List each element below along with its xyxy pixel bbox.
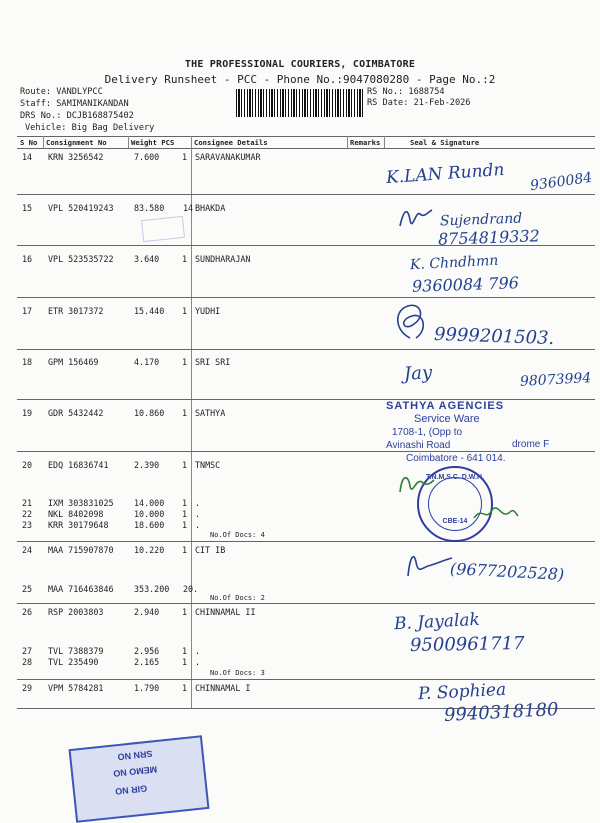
stamp-line: Coimbatore - 641 014. <box>406 453 506 464</box>
col-header-consignment: Consignment No <box>46 138 107 147</box>
col-header-sno: S No <box>20 138 38 147</box>
row-separator <box>17 194 595 195</box>
rs-number: RS No.: 1688754 <box>367 87 445 97</box>
row-weight: 2.165 <box>134 657 160 667</box>
row-consignment-no: GDR 5432442 <box>48 408 104 418</box>
row-consignee: . <box>195 520 201 530</box>
stamp-line: T.N.M.S.C. D.W.H. <box>426 474 484 481</box>
row-sno: 18 <box>22 357 33 367</box>
route-label: Route: VANDLYPCC <box>20 87 103 97</box>
col-divider <box>128 136 129 148</box>
row-pcs: 1 <box>182 646 188 656</box>
signature-mark <box>472 500 520 526</box>
barcode <box>236 89 364 117</box>
row-consignment-no: NKL 8402098 <box>48 509 104 519</box>
row-pcs: 1 <box>182 498 188 508</box>
faint-stamp <box>141 216 185 242</box>
row-pcs: 1 <box>182 509 188 519</box>
stamp-line: 1708-1, (Opp to <box>392 427 463 438</box>
row-consignee: SATHYA <box>195 408 226 418</box>
row-consignee: YUDHI <box>195 306 221 316</box>
company-title: THE PROFESSIONAL COURIERS, COIMBATORE <box>184 59 416 70</box>
row-weight: 10.860 <box>134 408 165 418</box>
row-weight: 10.000 <box>134 509 165 519</box>
docs-count: No.Of Docs: 2 <box>210 594 265 602</box>
row-consignment-no: VPM 5784281 <box>48 683 104 693</box>
handwritten-name: P. Sophiea <box>417 679 507 705</box>
row-consignment-no: EDQ 16836741 <box>48 460 109 470</box>
handwritten-name: B. Jayalak <box>393 609 481 635</box>
row-consignment-no: TVL 7388379 <box>48 646 104 656</box>
col-divider <box>43 136 44 148</box>
row-consignment-no: RSP 2003803 <box>48 607 104 617</box>
row-weight: 10.220 <box>134 545 165 555</box>
row-sno: 29 <box>22 683 33 693</box>
row-sno: 22 <box>22 509 33 519</box>
gir-memo-stamp <box>68 735 209 823</box>
row-weight: 83.580 <box>134 203 165 213</box>
row-weight: 353.200 <box>134 584 170 594</box>
handwritten-name: K. Chndhmn <box>409 252 499 274</box>
col-header-consignee: Consignee Details <box>194 138 268 147</box>
col-header-weight-pcs: Weight PCS <box>131 138 175 147</box>
table-top-border <box>17 136 595 137</box>
row-weight: 14.000 <box>134 498 165 508</box>
stamp-line: SATHYA AGENCIES <box>386 400 505 412</box>
row-sno: 26 <box>22 607 33 617</box>
row-consignment-no: MAA 716463846 <box>48 584 114 594</box>
stamp-line: Service Ware <box>414 413 480 425</box>
handwritten-phone: 9999201503. <box>433 323 555 350</box>
row-sno: 14 <box>22 152 33 162</box>
row-pcs: 1 <box>182 520 188 530</box>
row-pcs: 1 <box>182 254 188 264</box>
row-consignment-no: IXM 303831025 <box>48 498 114 508</box>
row-sno: 17 <box>22 306 33 316</box>
row-weight: 7.600 <box>134 152 160 162</box>
row-consignee: CHINNAMAL I <box>195 683 251 693</box>
row-consignee: TNMSC <box>195 460 221 470</box>
row-consignment-no: KRR 30179648 <box>48 520 109 530</box>
row-consignee: . <box>195 657 201 667</box>
row-pcs: 1 <box>182 545 188 555</box>
row-separator <box>17 603 595 604</box>
row-weight: 4.170 <box>134 357 160 367</box>
row-separator <box>17 297 595 298</box>
stamp-line: drome F <box>512 439 550 450</box>
docs-count: No.Of Docs: 3 <box>210 669 265 677</box>
row-weight: 2.390 <box>134 460 160 470</box>
row-separator <box>17 541 595 542</box>
row-pcs: 1 <box>182 657 188 667</box>
row-sno: 25 <box>22 584 33 594</box>
row-weight: 2.956 <box>134 646 160 656</box>
row-consignment-no: VPL 520419243 <box>48 203 114 213</box>
stamp-line: Avinashi Road <box>386 440 451 451</box>
vehicle-label: Vehicle: Big Bag Delivery <box>25 123 155 133</box>
row-consignee: . <box>195 498 201 508</box>
handwritten-phone: (9677202528) <box>449 559 565 584</box>
row-pcs: 1 <box>182 683 188 693</box>
row-consignee: CHINNAMAL II <box>195 607 256 617</box>
row-separator <box>17 349 595 350</box>
drs-label: DRS No.: DCJB168875402 <box>20 111 134 121</box>
row-sno: 21 <box>22 498 33 508</box>
runsheet-subtitle: Delivery Runsheet - PCC - Phone No.:9047080280 - Page No.:2 <box>104 73 496 86</box>
stamp-line: MEMO NO <box>112 764 158 779</box>
stamp-line: SRN NO <box>117 748 153 763</box>
row-pcs: 1 <box>182 460 188 470</box>
col-divider <box>191 136 192 708</box>
rs-date: RS Date: 21-Feb-2026 <box>367 98 471 108</box>
table-header-border <box>17 148 595 149</box>
handwritten-phone: 8754819332 <box>437 226 541 249</box>
row-consignee: CIT IB <box>195 545 226 555</box>
row-weight: 1.790 <box>134 683 160 693</box>
handwritten-phone: 98073994 <box>519 370 592 390</box>
handwritten-name: K.LAN Rundn <box>385 159 506 189</box>
row-separator <box>17 679 595 680</box>
handwritten-name: Sujendrand <box>439 210 523 230</box>
row-sno: 23 <box>22 520 33 530</box>
row-consignee: SARAVANAKUMAR <box>195 152 261 162</box>
stamp-line: GIR NO <box>114 783 148 797</box>
row-pcs: 1 <box>182 152 188 162</box>
docs-count: No.Of Docs: 4 <box>210 531 265 539</box>
handwritten-phone: 9940318180 <box>443 699 560 726</box>
row-pcs: 1 <box>182 357 188 367</box>
row-consignment-no: TVL 235490 <box>48 657 99 667</box>
row-consignee: . <box>195 509 201 519</box>
signature-mark <box>398 204 434 232</box>
row-sno: 28 <box>22 657 33 667</box>
row-weight: 2.940 <box>134 607 160 617</box>
row-pcs: 1 <box>182 408 188 418</box>
row-consignment-no: VPL 523535722 <box>48 254 114 264</box>
signature-mark <box>390 300 432 342</box>
handwritten-phone: 9360084 <box>529 169 594 195</box>
row-consignee: . <box>195 646 201 656</box>
row-consignee: SRI SRI <box>195 357 231 367</box>
col-header-remarks: Remarks <box>350 138 381 147</box>
row-sno: 27 <box>22 646 33 656</box>
row-consignee: SUNDHARAJAN <box>195 254 251 264</box>
signature-mark <box>404 548 454 580</box>
row-pcs: 20 <box>183 584 194 594</box>
stamp-line: CBE-14 <box>442 518 468 525</box>
col-header-seal: Seal & Signature <box>410 138 480 147</box>
sathya-agencies-stamp <box>386 400 600 465</box>
row-weight: 18.600 <box>134 520 165 530</box>
row-sno: 15 <box>22 203 33 213</box>
col-divider <box>347 136 348 148</box>
row-sno: 24 <box>22 545 33 555</box>
row-consignment-no: MAA 715907870 <box>48 545 114 555</box>
handwritten-name: Jay <box>403 362 433 385</box>
row-sno: 19 <box>22 408 33 418</box>
col-divider <box>384 136 385 148</box>
handwritten-phone: 9360084 796 <box>411 273 520 296</box>
row-pcs: 1 <box>182 607 188 617</box>
row-weight: 15.440 <box>134 306 165 316</box>
row-sno: 20 <box>22 460 33 470</box>
staff-label: Staff: SAMIMANIKANDAN <box>20 99 129 109</box>
row-consignment-no: ETR 3017372 <box>48 306 104 316</box>
row-pcs: 14 <box>183 203 194 213</box>
row-pcs: 1 <box>182 306 188 316</box>
row-consignee: BHAKDA <box>195 203 226 213</box>
row-sno: 16 <box>22 254 33 264</box>
row-weight: 3.640 <box>134 254 160 264</box>
signature-mark <box>396 468 436 498</box>
row-consignment-no: GPM 156469 <box>48 357 99 367</box>
handwritten-phone: 9500961717 <box>409 633 525 656</box>
row-consignment-no: KRN 3256542 <box>48 152 104 162</box>
row-consignee: . <box>193 584 199 594</box>
